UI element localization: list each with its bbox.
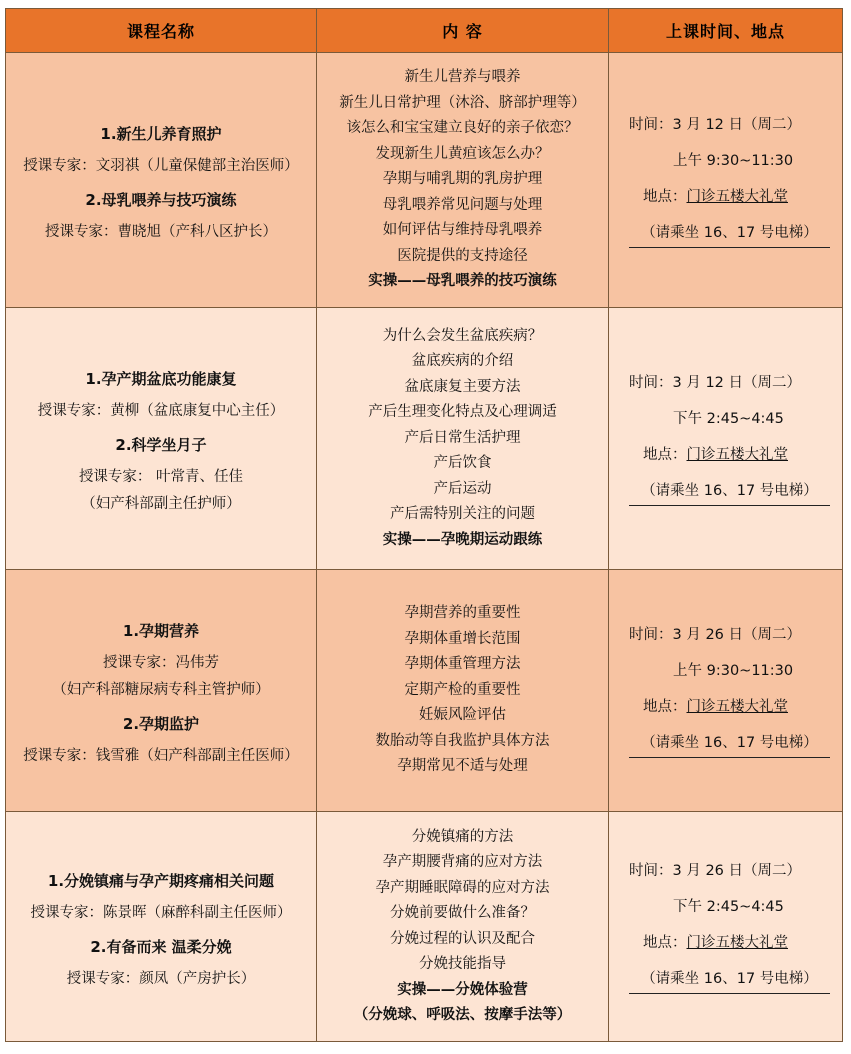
- practice-item: 实操——分娩体验营: [397, 981, 528, 998]
- class-date: 时间：3 月 12 日（周二）: [629, 116, 802, 133]
- class-date: 时间：3 月 26 日（周二）: [629, 863, 802, 879]
- content-item: 孕期常见不适与处理: [397, 758, 528, 775]
- row4-time-place: [609, 812, 843, 1042]
- course-title: 2.母乳喂养与技巧演练: [85, 191, 237, 209]
- content-item: 产后生理变化特点及心理调适: [368, 404, 557, 421]
- class-location: [629, 931, 824, 955]
- content-item: 医院提供的支持途径: [397, 247, 528, 264]
- class-time: 下午 2:45~4:45: [673, 899, 784, 915]
- content-item: 发现新生儿黄疸该怎么办？: [375, 145, 550, 162]
- class-time: 上午 9:30~11:30: [673, 663, 794, 679]
- content-item: 产后需特别关注的问题: [390, 506, 535, 523]
- content-item: 为什么会发生盆底疾病？: [382, 327, 543, 344]
- elevator-note: （请乘坐 16、17 号电梯）: [629, 479, 830, 506]
- content-item: 新生儿营养与喂养: [404, 69, 521, 86]
- elevator-note: （请乘坐 16、17 号电梯）: [629, 967, 830, 994]
- course-expert: 授课专家：冯伟芳: [103, 655, 219, 671]
- content-item: 分娩过程的认识及配合: [390, 930, 535, 947]
- practice-item: 实操——孕晚期运动跟练: [382, 531, 543, 548]
- course-schedule-table: [5, 8, 843, 1042]
- class-location: [629, 443, 824, 467]
- course-title: 2.科学坐月子: [115, 436, 207, 454]
- course-title: 1.新生儿养育照护: [100, 125, 222, 143]
- class-time: 上午 9:30~11:30: [673, 152, 794, 169]
- content-item: 盆底康复主要方法: [404, 378, 521, 395]
- header-content: 内 容: [317, 9, 609, 53]
- elevator-note: （请乘坐 16、17 号电梯）: [629, 731, 830, 758]
- header-course-name: 课程名称: [6, 9, 317, 53]
- location-label: 地点：: [643, 935, 687, 951]
- course-title: 1.孕产期盆底功能康复: [85, 370, 237, 388]
- content-item: 孕产期腰背痛的应对方法: [382, 854, 543, 870]
- row1-content: [317, 53, 609, 308]
- content-item: 分娩前要做什么准备？: [390, 905, 535, 921]
- header-time-place: 上课时间、地点: [609, 9, 843, 53]
- class-date: 时间：3 月 12 日（周二）: [629, 375, 802, 391]
- course-title: 1.孕期营养: [122, 622, 200, 640]
- content-item: 孕期与哺乳期的乳房护理: [382, 171, 543, 188]
- row3-time-place: [609, 570, 843, 812]
- content-item: 妊娠风险评估: [419, 707, 506, 724]
- content-item: 盆底疾病的介绍: [411, 353, 514, 370]
- course-title: 1.分娩镇痛与孕产期疼痛相关问题: [47, 871, 275, 890]
- row1-courses: [6, 53, 317, 308]
- content-item: 新生儿日常护理（沐浴、脐部护理等）: [339, 94, 586, 111]
- location-venue: 门诊五楼大礼堂: [686, 935, 788, 951]
- location-label: 地点：: [643, 447, 687, 463]
- content-item: 数胎动等自我监护具体方法: [375, 732, 550, 749]
- course-title: 2.有备而来 温柔分娩: [90, 937, 232, 956]
- content-item: 孕产期睡眠障碍的应对方法: [375, 879, 550, 896]
- content-item: 母乳喂养常见问题与处理: [382, 196, 543, 213]
- course-expert-title: （妇产科部糖尿病专科主管护师）: [52, 682, 270, 698]
- practice-detail: （分娩球、呼吸法、按摩手法等）: [353, 1007, 572, 1023]
- row4-courses: [6, 812, 317, 1042]
- content-item: 如何评估与维持母乳喂养: [382, 222, 543, 239]
- location-venue: 门诊五楼大礼堂: [686, 699, 788, 715]
- content-item: 产后日常生活护理: [404, 429, 521, 446]
- course-expert: 授课专家：文羽祺（儿童保健部主治医师）: [23, 158, 299, 174]
- row1-time-place: [609, 53, 843, 308]
- content-item: 定期产检的重要性: [404, 681, 521, 698]
- class-location: [629, 185, 824, 209]
- row4-content: [317, 812, 609, 1042]
- course-expert: 授课专家：钱雪雅（妇产科部副主任医师）: [23, 748, 299, 764]
- course-expert-title: （妇产科部副主任护师）: [81, 496, 241, 512]
- content-item: 孕期体重增长范围: [404, 630, 521, 647]
- content-item: 该怎么和宝宝建立良好的亲子依恋？: [346, 120, 579, 137]
- class-time: 下午 2:45~4:45: [673, 411, 784, 427]
- row3-courses: [6, 570, 317, 812]
- course-expert: 授课专家：曹晓旭（产科八区护长）: [45, 224, 277, 240]
- content-item: 分娩技能指导: [419, 956, 506, 972]
- row2-time-place: [609, 308, 843, 570]
- course-expert: 授课专家：颜凤（产房护长）: [66, 970, 256, 987]
- course-expert: 授课专家：陈景晖（麻醉科副主任医师）: [30, 904, 292, 921]
- content-item: 孕期体重管理方法: [404, 656, 521, 673]
- location-label: 地点：: [643, 188, 687, 205]
- content-item: 孕期营养的重要性: [404, 605, 521, 622]
- content-item: 产后饮食: [433, 455, 492, 472]
- elevator-note: （请乘坐 16、17 号电梯）: [629, 221, 830, 248]
- course-expert: 授课专家： 叶常青、任佳: [78, 469, 244, 485]
- content-item: 分娩镇痛的方法: [411, 828, 514, 845]
- row3-content: [317, 570, 609, 812]
- location-venue: 门诊五楼大礼堂: [686, 188, 788, 205]
- practice-item: 实操——母乳喂养的技巧演练: [368, 273, 557, 290]
- content-item: 产后运动: [433, 480, 492, 497]
- row2-content: [317, 308, 609, 570]
- row2-courses: [6, 308, 317, 570]
- course-title: 2.孕期监护: [122, 715, 200, 733]
- location-venue: 门诊五楼大礼堂: [686, 447, 788, 463]
- class-location: [629, 695, 824, 719]
- location-label: 地点：: [643, 699, 687, 715]
- class-date: 时间：3 月 26 日（周二）: [629, 627, 802, 643]
- course-expert: 授课专家：黄柳（盆底康复中心主任）: [37, 403, 285, 419]
